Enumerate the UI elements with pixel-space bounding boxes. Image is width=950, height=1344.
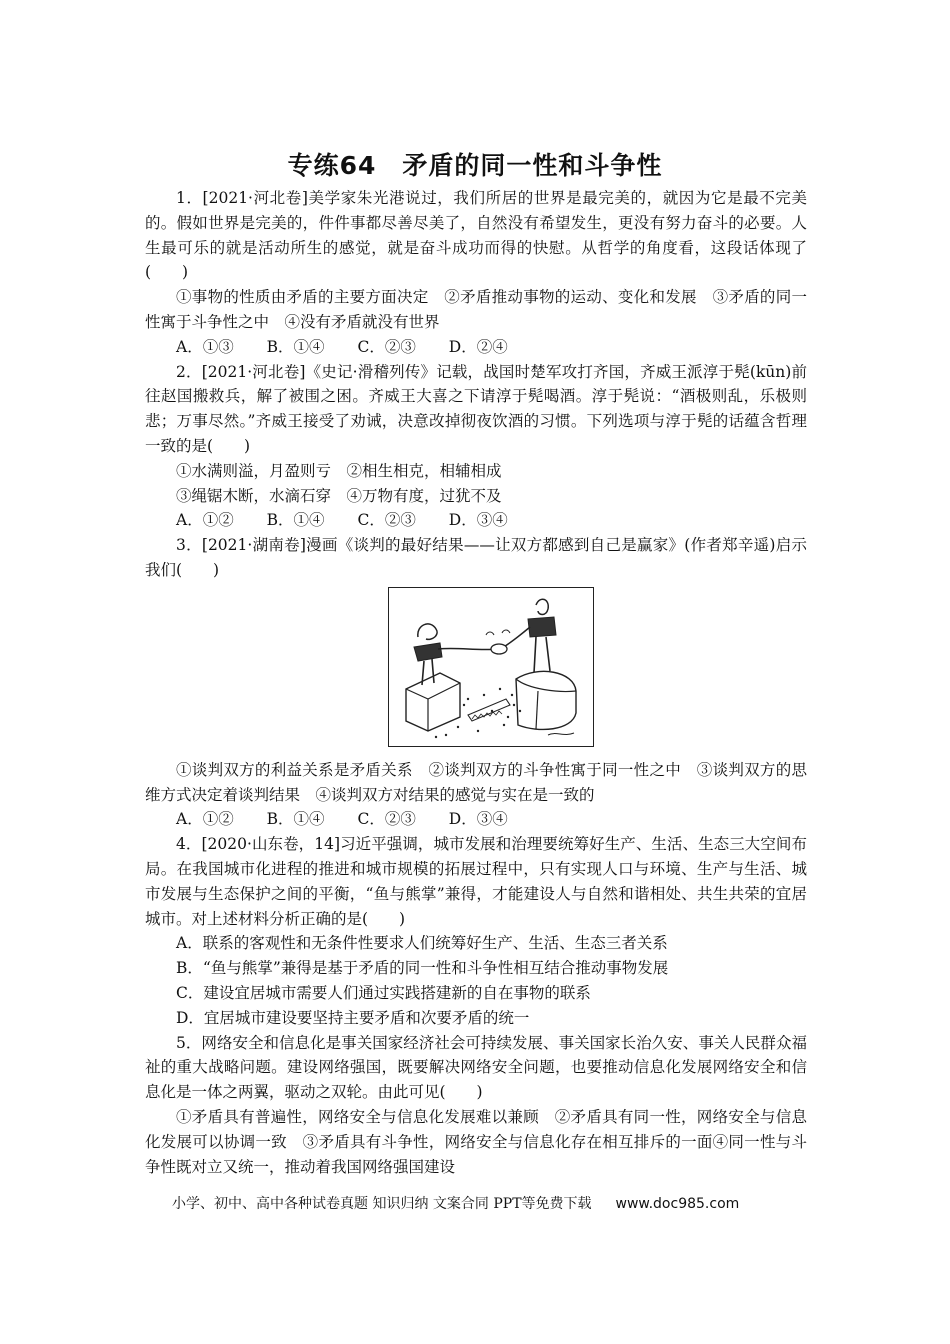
question-2-statements-line1: ①水满则溢，月盈则亏 ②相生相克，相辅相成 <box>176 461 502 480</box>
choice-b[interactable]: B．①④ <box>266 337 325 356</box>
question-3-statements: ①谈判双方的利益关系是矛盾关系 ②谈判双方的斗争性寓于同一性之中 ③谈判双方的思维方式决定着谈判结果 ④谈判双方对结果的感觉与实在是一致的 <box>145 760 807 804</box>
page-title: 专练64 矛盾的同一性和斗争性 <box>287 151 663 180</box>
page-footer <box>172 1193 812 1213</box>
question-list <box>145 186 807 1179</box>
question-5-stem: 5．网络安全和信息化是事关国家经济社会可持续发展、事关国家长治久安、事关人民群众福祉的重大战略问题。建设网络强国，既要解决网络安全问题，也要推动信息化发展网络安全和信息化是一体之两翼，驱动之双轮。由此可见( ) <box>145 1033 807 1102</box>
choice-b[interactable]: B．①④ <box>266 810 325 829</box>
choice-a[interactable]: A．①② <box>176 511 234 530</box>
choice-d[interactable]: D．③④ <box>448 810 508 829</box>
question-1-choices <box>145 335 807 360</box>
choice-c[interactable]: C．②③ <box>357 511 416 530</box>
question-4-option-a[interactable]: A．联系的客观性和无条件性要求人们统筹好生产、生活、生态三者关系 <box>176 934 668 953</box>
choice-c[interactable]: C．②③ <box>357 810 416 829</box>
question-2-stem: 2．[2021·河北卷]《史记·滑稽列传》记载，战国时楚军攻打齐国，齐威王派淳于髡(kūn)前往赵国搬救兵，解了被围之困。齐威王大喜之下请淳于髡喝酒。淳于髡说：“酒极则乱，乐极则悲；万事尽然。”齐威王接受了劝诫，决意改掉彻夜饮酒的习惯。下列选项与淳于髡的话蕴含哲理一致的是( ) <box>145 362 807 455</box>
question-2-choices <box>145 508 807 533</box>
question-4-stem: 4．[2020·山东卷，14]习近平强调，城市发展和治理要统筹好生产、生活、生态三大空间布局。在我国城市化进程的推进和城市规模的拓展过程中，只有实现人口与环境、生产与生活、城市发展与生态保护之间的平衡，“鱼与熊掌”兼得，才能建设人与自然和谐相处、共生共荣的宜居城市。对上述材料分析正确的是( ) <box>145 835 807 928</box>
choice-a[interactable]: A．①③ <box>176 337 234 356</box>
question-1-statements: ①事物的性质由矛盾的主要方面决定 ②矛盾推动事物的运动、变化和发展 ③矛盾的同一性寓于斗争性之中 ④没有矛盾就没有世界 <box>145 288 807 331</box>
choice-d[interactable]: D．②④ <box>448 337 508 356</box>
question-2-statements-line2: ③绳锯木断，水滴石穿 ④万物有度，过犹不及 <box>176 486 502 505</box>
choice-a[interactable]: A．①② <box>176 810 234 829</box>
choice-c[interactable]: C．②③ <box>357 337 416 356</box>
question-5-statements: ①矛盾具有普遍性，网络安全与信息化发展难以兼顾 ②矛盾具有同一性，网络安全与信息化发展可以协调一致 ③矛盾具有斗争性，网络安全与信息化存在相互排斥的一面④同一性与斗争性既对立又统一，推动着我国网络强国建设 <box>145 1107 807 1176</box>
question-4-option-d[interactable]: D．宜居城市建设要坚持主要矛盾和次要矛盾的统一 <box>176 1008 530 1027</box>
choice-d[interactable]: D．③④ <box>448 511 508 530</box>
cartoon-figure <box>145 583 807 758</box>
question-3-stem: 3．[2021·湖南卷]漫画《谈判的最好结果——让双方都感到自己是赢家》(作者郑辛遥)启示我们( ) <box>145 536 807 579</box>
negotiation-cartoon-image <box>388 587 594 747</box>
footer-website-link[interactable]: www.doc985.com <box>615 1196 740 1212</box>
question-1-stem: 1．[2021·河北卷]美学家朱光港说过，我们所居的世界是最完美的，就因为它是最不完美的。假如世界是完美的，件件事都尽善尽美了，自然没有希望发生，更没有努力奋斗的必要。人生最可乐的就是活动所生的感觉，就是奋斗成功而得的快慰。从哲学的角度看，这段话体现了( ) <box>145 189 807 282</box>
question-4-option-b[interactable]: B．“鱼与熊掌”兼得是基于矛盾的同一性和斗争性相互结合推动事物发展 <box>176 959 669 978</box>
choice-b[interactable]: B．①④ <box>266 511 325 530</box>
question-3-choices <box>145 807 807 832</box>
footer-text: 小学、初中、高中各种试卷真题 知识归纳 文案合同 PPT等免费下载 <box>172 1196 592 1212</box>
question-4-option-c[interactable]: C．建设宜居城市需要人们通过实践搭建新的自在事物的联系 <box>176 983 591 1002</box>
